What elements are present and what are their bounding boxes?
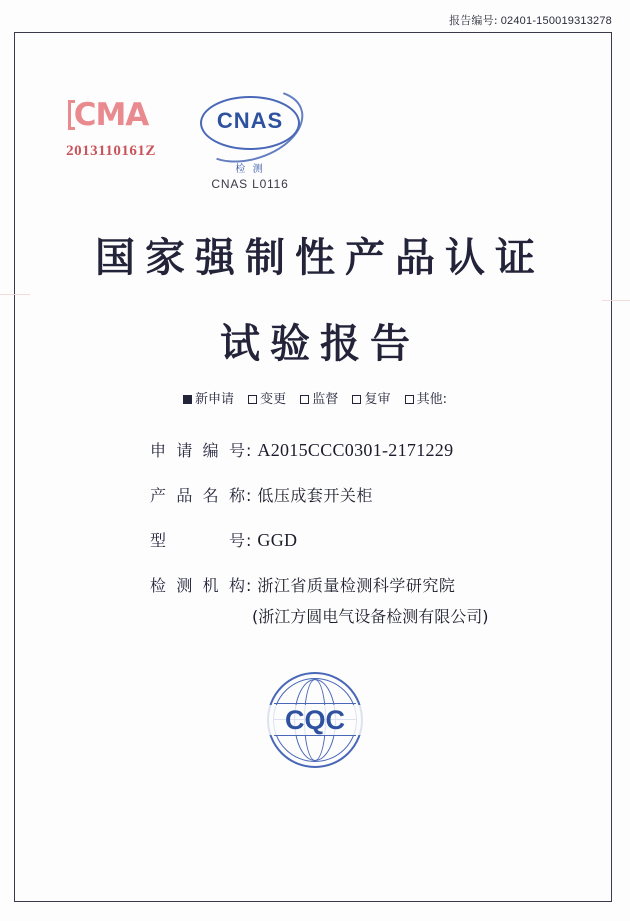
scan-artifact-left: [0, 294, 30, 295]
field-colon-product-name: :: [246, 486, 252, 505]
checkbox-label-other: 其他:: [416, 392, 447, 407]
field-product-name: [0, 483, 630, 506]
checkbox-box-change[interactable]: [248, 395, 257, 404]
checkbox-box-new[interactable]: [183, 395, 192, 404]
scan-artifact-right: [602, 300, 630, 301]
field-colon-model: :: [246, 531, 252, 550]
field-testing-organization-secondary: [0, 604, 630, 627]
report-number-label: 报告编号:: [449, 14, 498, 27]
field-list: [0, 438, 630, 647]
application-type-row: [0, 388, 630, 407]
checkbox-option-new[interactable]: [183, 388, 234, 407]
checkbox-label-new: 新申请: [194, 392, 234, 407]
checkbox-option-review[interactable]: [352, 388, 390, 407]
cma-certificate-number: 2013110161Z: [66, 143, 156, 159]
checkbox-option-change[interactable]: [248, 388, 286, 407]
checkbox-box-supervision[interactable]: [300, 395, 309, 404]
field-colon-application-number: :: [246, 441, 252, 460]
cqc-latitude-upper: [274, 703, 356, 704]
page-title-line1: 国家强制性产品认证: [95, 234, 545, 281]
cma-mark-icon: CMA: [70, 98, 153, 133]
field-colon-testing-organization: :: [246, 576, 252, 595]
field-label-testing-organization: 检测机构: [150, 576, 246, 595]
checkbox-label-review: 复审: [364, 392, 391, 407]
field-value-model: GGD: [257, 530, 298, 550]
cnas-logo-text: CNAS: [216, 108, 284, 133]
checkbox-option-other[interactable]: [405, 388, 447, 407]
cnas-code: CNAS L0116: [211, 177, 289, 191]
cqc-latitude-lower: [274, 735, 356, 736]
checkbox-box-other[interactable]: [405, 395, 414, 404]
field-testing-organization: [0, 573, 630, 596]
field-value-testing-organization: 浙江省质量检测科学研究院: [257, 576, 456, 595]
cma-mark: [46, 98, 176, 160]
cqc-seal-text: CQC: [267, 705, 363, 735]
field-value-application-number: A2015CCC0301-2171229: [257, 440, 454, 460]
field-value-product-name: 低压成套开关柜: [257, 486, 373, 505]
field-label-product-name: 产品名称: [150, 486, 246, 505]
field-model: [0, 528, 630, 551]
report-number-value: 02401-150019313278: [500, 15, 612, 27]
checkbox-label-supervision: 监督: [312, 392, 339, 407]
page-title-line2: 试验报告: [220, 320, 420, 367]
checkbox-label-change: 变更: [260, 392, 287, 407]
checkbox-box-review[interactable]: [352, 395, 361, 404]
field-label-application-number: 申请编号: [150, 441, 246, 460]
cqc-globe-seal-icon: [267, 672, 363, 768]
cnas-mark: [180, 92, 320, 191]
accreditation-marks: [0, 92, 630, 202]
checkbox-option-supervision[interactable]: [300, 388, 338, 407]
cnas-subtitle: 检 测: [235, 164, 265, 175]
cnas-mark-icon: [195, 92, 305, 164]
field-application-number: [0, 438, 630, 461]
report-number: [449, 12, 612, 28]
field-value-testing-organization-sub: (浙江方圆电气设备检测有限公司): [252, 607, 489, 626]
field-label-model: 型号: [150, 531, 246, 550]
